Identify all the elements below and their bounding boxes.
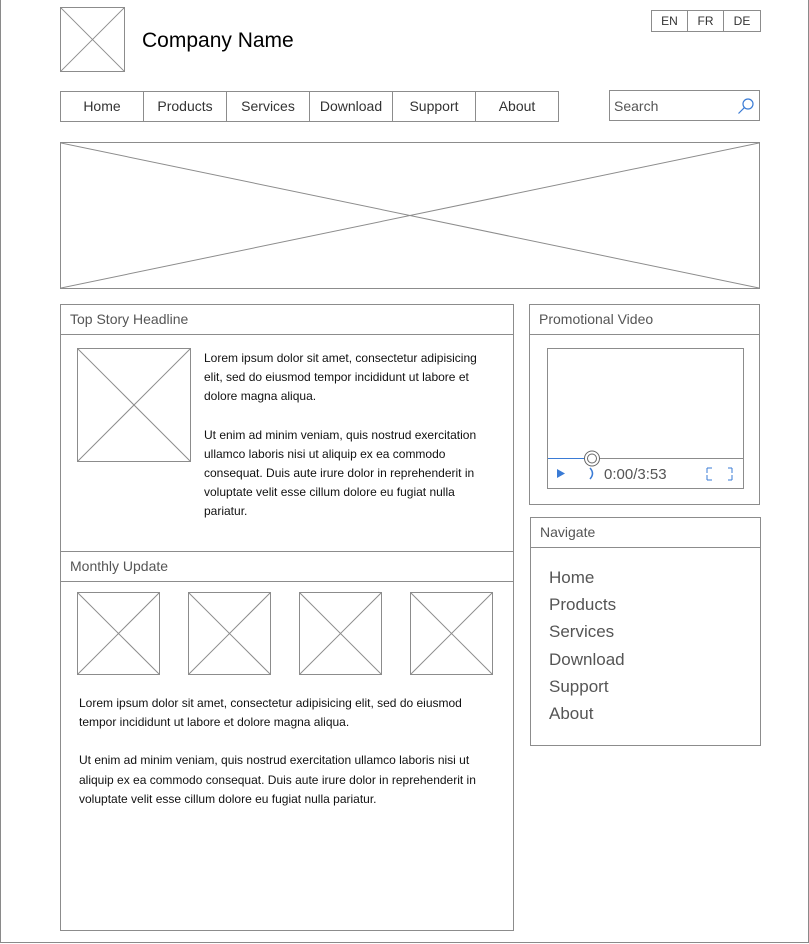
hero-banner-image bbox=[60, 142, 760, 289]
nav-support[interactable]: Support bbox=[393, 92, 476, 121]
side-nav-about[interactable]: About bbox=[549, 703, 594, 723]
search-box bbox=[609, 90, 760, 121]
language-fr-button[interactable]: FR bbox=[688, 11, 724, 31]
monthly-update-text bbox=[79, 694, 489, 809]
search-input[interactable] bbox=[614, 96, 734, 116]
fullscreen-icon bbox=[707, 468, 732, 480]
side-nav-home[interactable]: Home bbox=[549, 568, 595, 587]
side-nav-support[interactable]: Support bbox=[549, 676, 609, 696]
side-nav-download[interactable]: Download bbox=[549, 649, 625, 669]
search-icon[interactable] bbox=[737, 97, 755, 115]
nav-services[interactable]: Services bbox=[227, 92, 310, 121]
top-story-paragraph: Lorem ipsum dolor sit amet, consectetur adipisicing elit, sed do eiusmod tempor incididunt ut labore et dolore magna aliqua. bbox=[204, 351, 477, 404]
navigate-panel bbox=[530, 517, 761, 746]
main-content-panel bbox=[60, 304, 514, 931]
top-story-image bbox=[77, 348, 191, 462]
volume-icon bbox=[590, 468, 593, 479]
language-de-button[interactable]: DE bbox=[733, 14, 751, 28]
video-player[interactable] bbox=[547, 348, 744, 489]
monthly-update-image bbox=[299, 592, 382, 675]
top-story-text bbox=[204, 349, 489, 522]
promo-video-title: Promotional Video bbox=[530, 305, 759, 335]
company-name: Company Name bbox=[142, 29, 294, 52]
side-nav-products[interactable]: Products bbox=[549, 595, 617, 615]
monthly-update-headline: Monthly Update bbox=[61, 551, 513, 582]
monthly-update-image bbox=[410, 592, 493, 675]
logo-image bbox=[60, 7, 125, 72]
video-time: 0:00/3:53 bbox=[604, 466, 667, 483]
monthly-update-image bbox=[188, 592, 271, 675]
main-nav bbox=[60, 91, 559, 122]
top-story-paragraph: Ut enim ad minim veniam, quis nostrud exercitation ullamco laboris nisi ut aliquip ex ea commodo consequat. Duis aute irure dolor in reprehenderit in voluptate velit esse cillum dolore eu fugiat nulla pariatur. bbox=[204, 427, 477, 519]
top-story-headline: Top Story Headline bbox=[61, 305, 513, 335]
nav-about[interactable]: About bbox=[498, 98, 536, 114]
side-nav-list bbox=[549, 568, 625, 731]
nav-products[interactable]: Products bbox=[144, 92, 227, 121]
monthly-update-paragraph: Ut enim ad minim veniam, quis nostrud exercitation ullamco laboris nisi ut aliquip ex ea commodo consequat. Duis aute irure dolor in reprehenderit in voluptate velit esse cillum dolore eu fugiat nulla pariatur. bbox=[79, 753, 476, 806]
language-switcher bbox=[651, 10, 761, 32]
language-en-button[interactable]: EN bbox=[652, 11, 688, 31]
monthly-update-image bbox=[77, 592, 160, 675]
monthly-update-paragraph: Lorem ipsum dolor sit amet, consectetur adipisicing elit, sed do eiusmod tempor incididunt ut labore et dolore magna aliqua. bbox=[79, 696, 462, 730]
nav-home[interactable]: Home bbox=[61, 92, 144, 121]
promo-video-panel bbox=[529, 304, 760, 505]
play-icon bbox=[557, 469, 565, 478]
side-nav-services[interactable]: Services bbox=[549, 622, 615, 642]
navigate-title: Navigate bbox=[531, 518, 760, 548]
nav-download[interactable]: Download bbox=[310, 92, 393, 121]
